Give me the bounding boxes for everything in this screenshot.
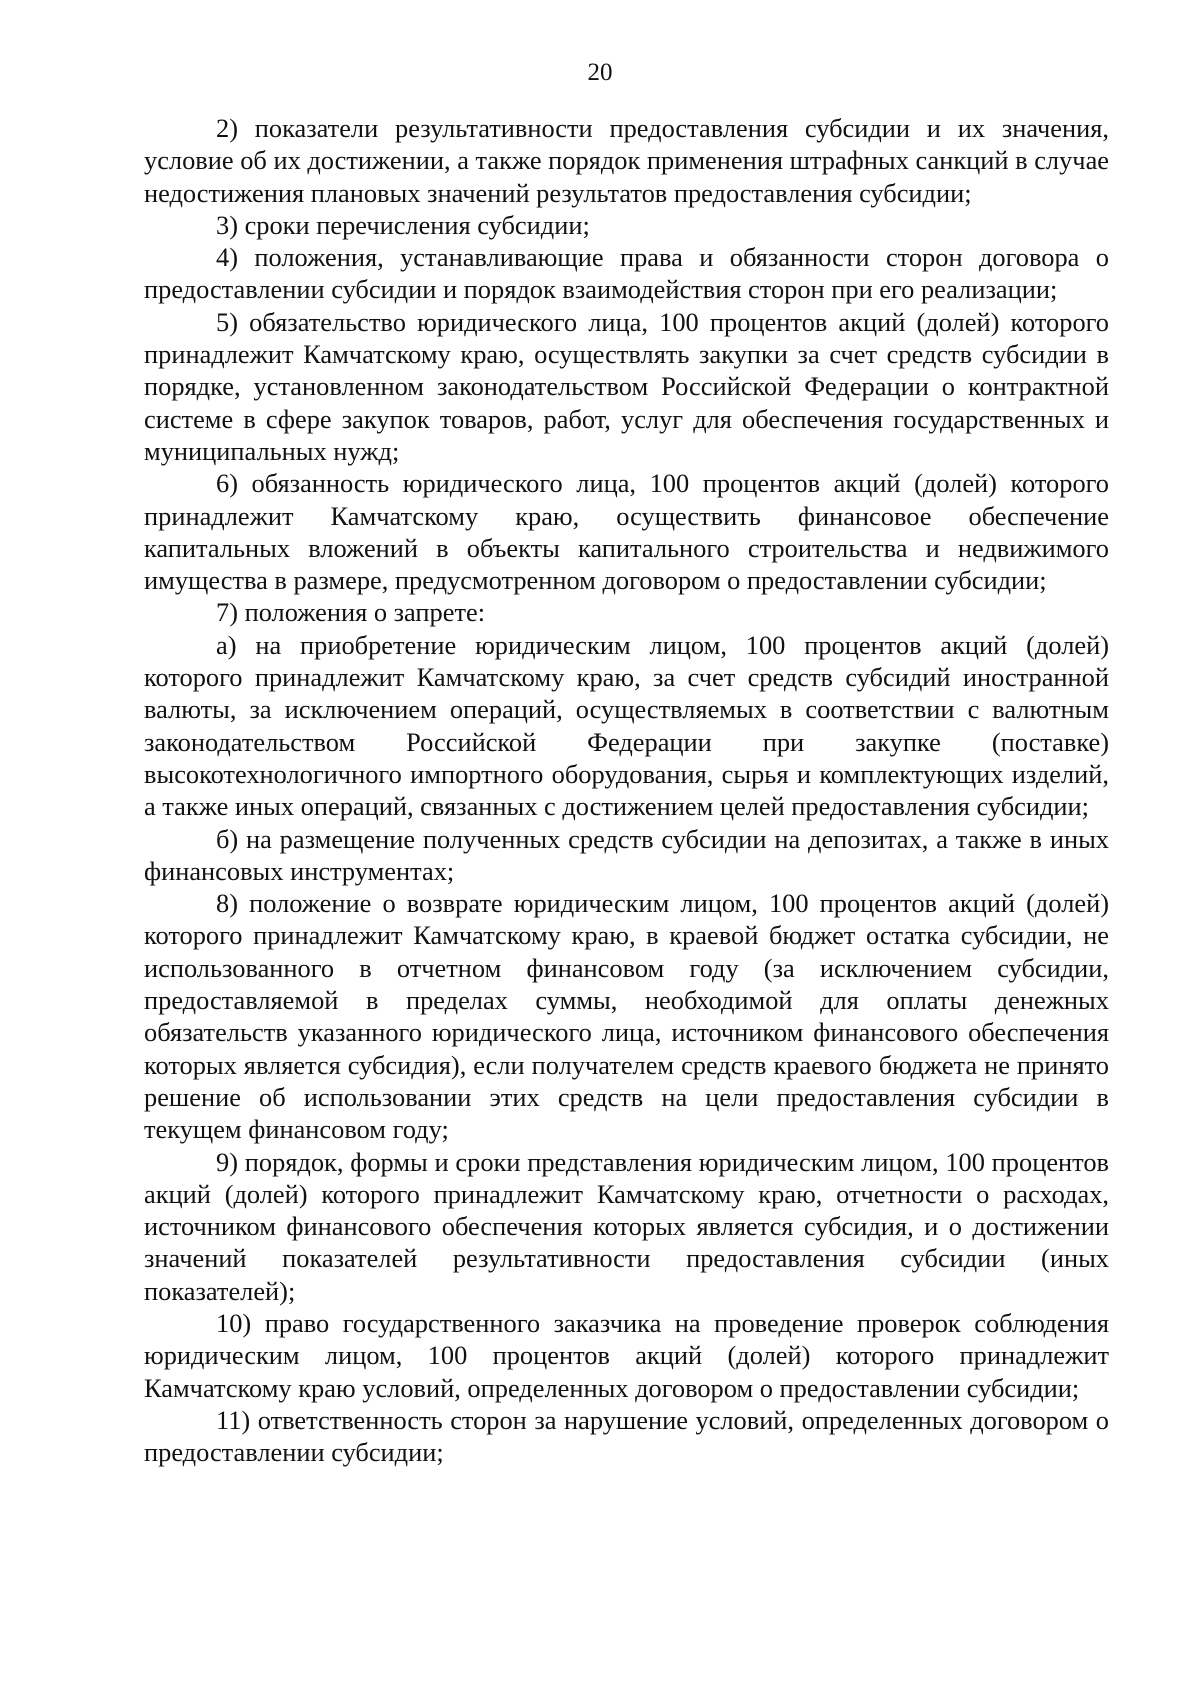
sub-item-b: б) на размещение полученных средств субсидии на депозитах, а также в иных финансовых инструментах; <box>144 823 1109 886</box>
list-item-6: 6) обязанность юридического лица, 100 процентов акций (долей) которого принадлежит Камчатскому краю, осуществить финансовое обеспечение капитальных вложений в объекты капитального строительства и недвижимого имущества в размере, предусмотренном договором о предоставлении субсидии; <box>144 468 1109 596</box>
list-item-7: 7) положения о запрете: <box>216 597 486 628</box>
list-item-4: 4) положения, устанавливающие права и обязанности сторон договора о предоставлении субсидии и порядок взаимодействия сторон при его реализации; <box>144 242 1109 305</box>
list-item-2: 2) показатели результативности предоставления субсидии и их значения, условие об их достижении, а также порядок применения штрафных санкций в случае недостижения плановых значений результатов предоставления субсидии; <box>144 113 1109 208</box>
sub-item-a: а) на приобретение юридическим лицом, 100 процентов акций (долей) которого принадлежит Камчатскому краю, за счет средств субсидий иностранной валюты, за исключением операций, осуществляемых в соответствии с валютным законодательством Российской Федерации при закупке (поставке) высокотехнологичного импортного оборудования, сырья и комплектующих изделий, а также иных операций, связанных с достижением целей предоставления субсидии; <box>144 629 1109 822</box>
list-item-9: 9) порядок, формы и сроки представления юридическим лицом, 100 процентов акций (долей) которого принадлежит Камчатскому краю, отчетности о расходах, источником финансового обеспечения которых является субсидия, и о достижении значений показателей результативности предоставления субсидии (иных показателей); <box>144 1146 1109 1306</box>
list-item-10: 10) право государственного заказчика на проведение проверок соблюдения юридическим лицом, 100 процентов акций (долей) которого принадлежит Камчатскому краю условий, определенных договором о предоставлении субсидии; <box>144 1307 1109 1403</box>
page-number: 20 <box>587 59 613 86</box>
document-body <box>144 112 1109 1468</box>
list-item-5: 5) обязательство юридического лица, 100 процентов акций (долей) которого принадлежит Камчатскому краю, осуществлять закупки за счет средств субсидии в порядке, установленном законодательством Российской Федерации о контрактной системе в сфере закупок товаров, работ, услуг для обеспечения государственных и муниципальных нужд; <box>144 306 1109 466</box>
list-item-8: 8) положение о возврате юридическим лицом, 100 процентов акций (долей) которого принадлежит Камчатскому краю, в краевой бюджет остатка субсидии, не использованного в отчетном финансовом году (за исключением субсидии, предоставляемой в пределах суммы, необходимой для оплаты денежных обязательств указанного юридического лица, источником финансового обеспечения которых является субсидия), если получателем средств краевого бюджета не принято решение об использовании этих средств на цели предоставления субсидии в текущем финансовом году; <box>144 888 1109 1145</box>
list-item-11: 11) ответственность сторон за нарушение условий, определенных договором о предоставлении субсидии; <box>144 1404 1109 1468</box>
list-item-3: 3) сроки перечисления субсидии; <box>216 209 590 240</box>
